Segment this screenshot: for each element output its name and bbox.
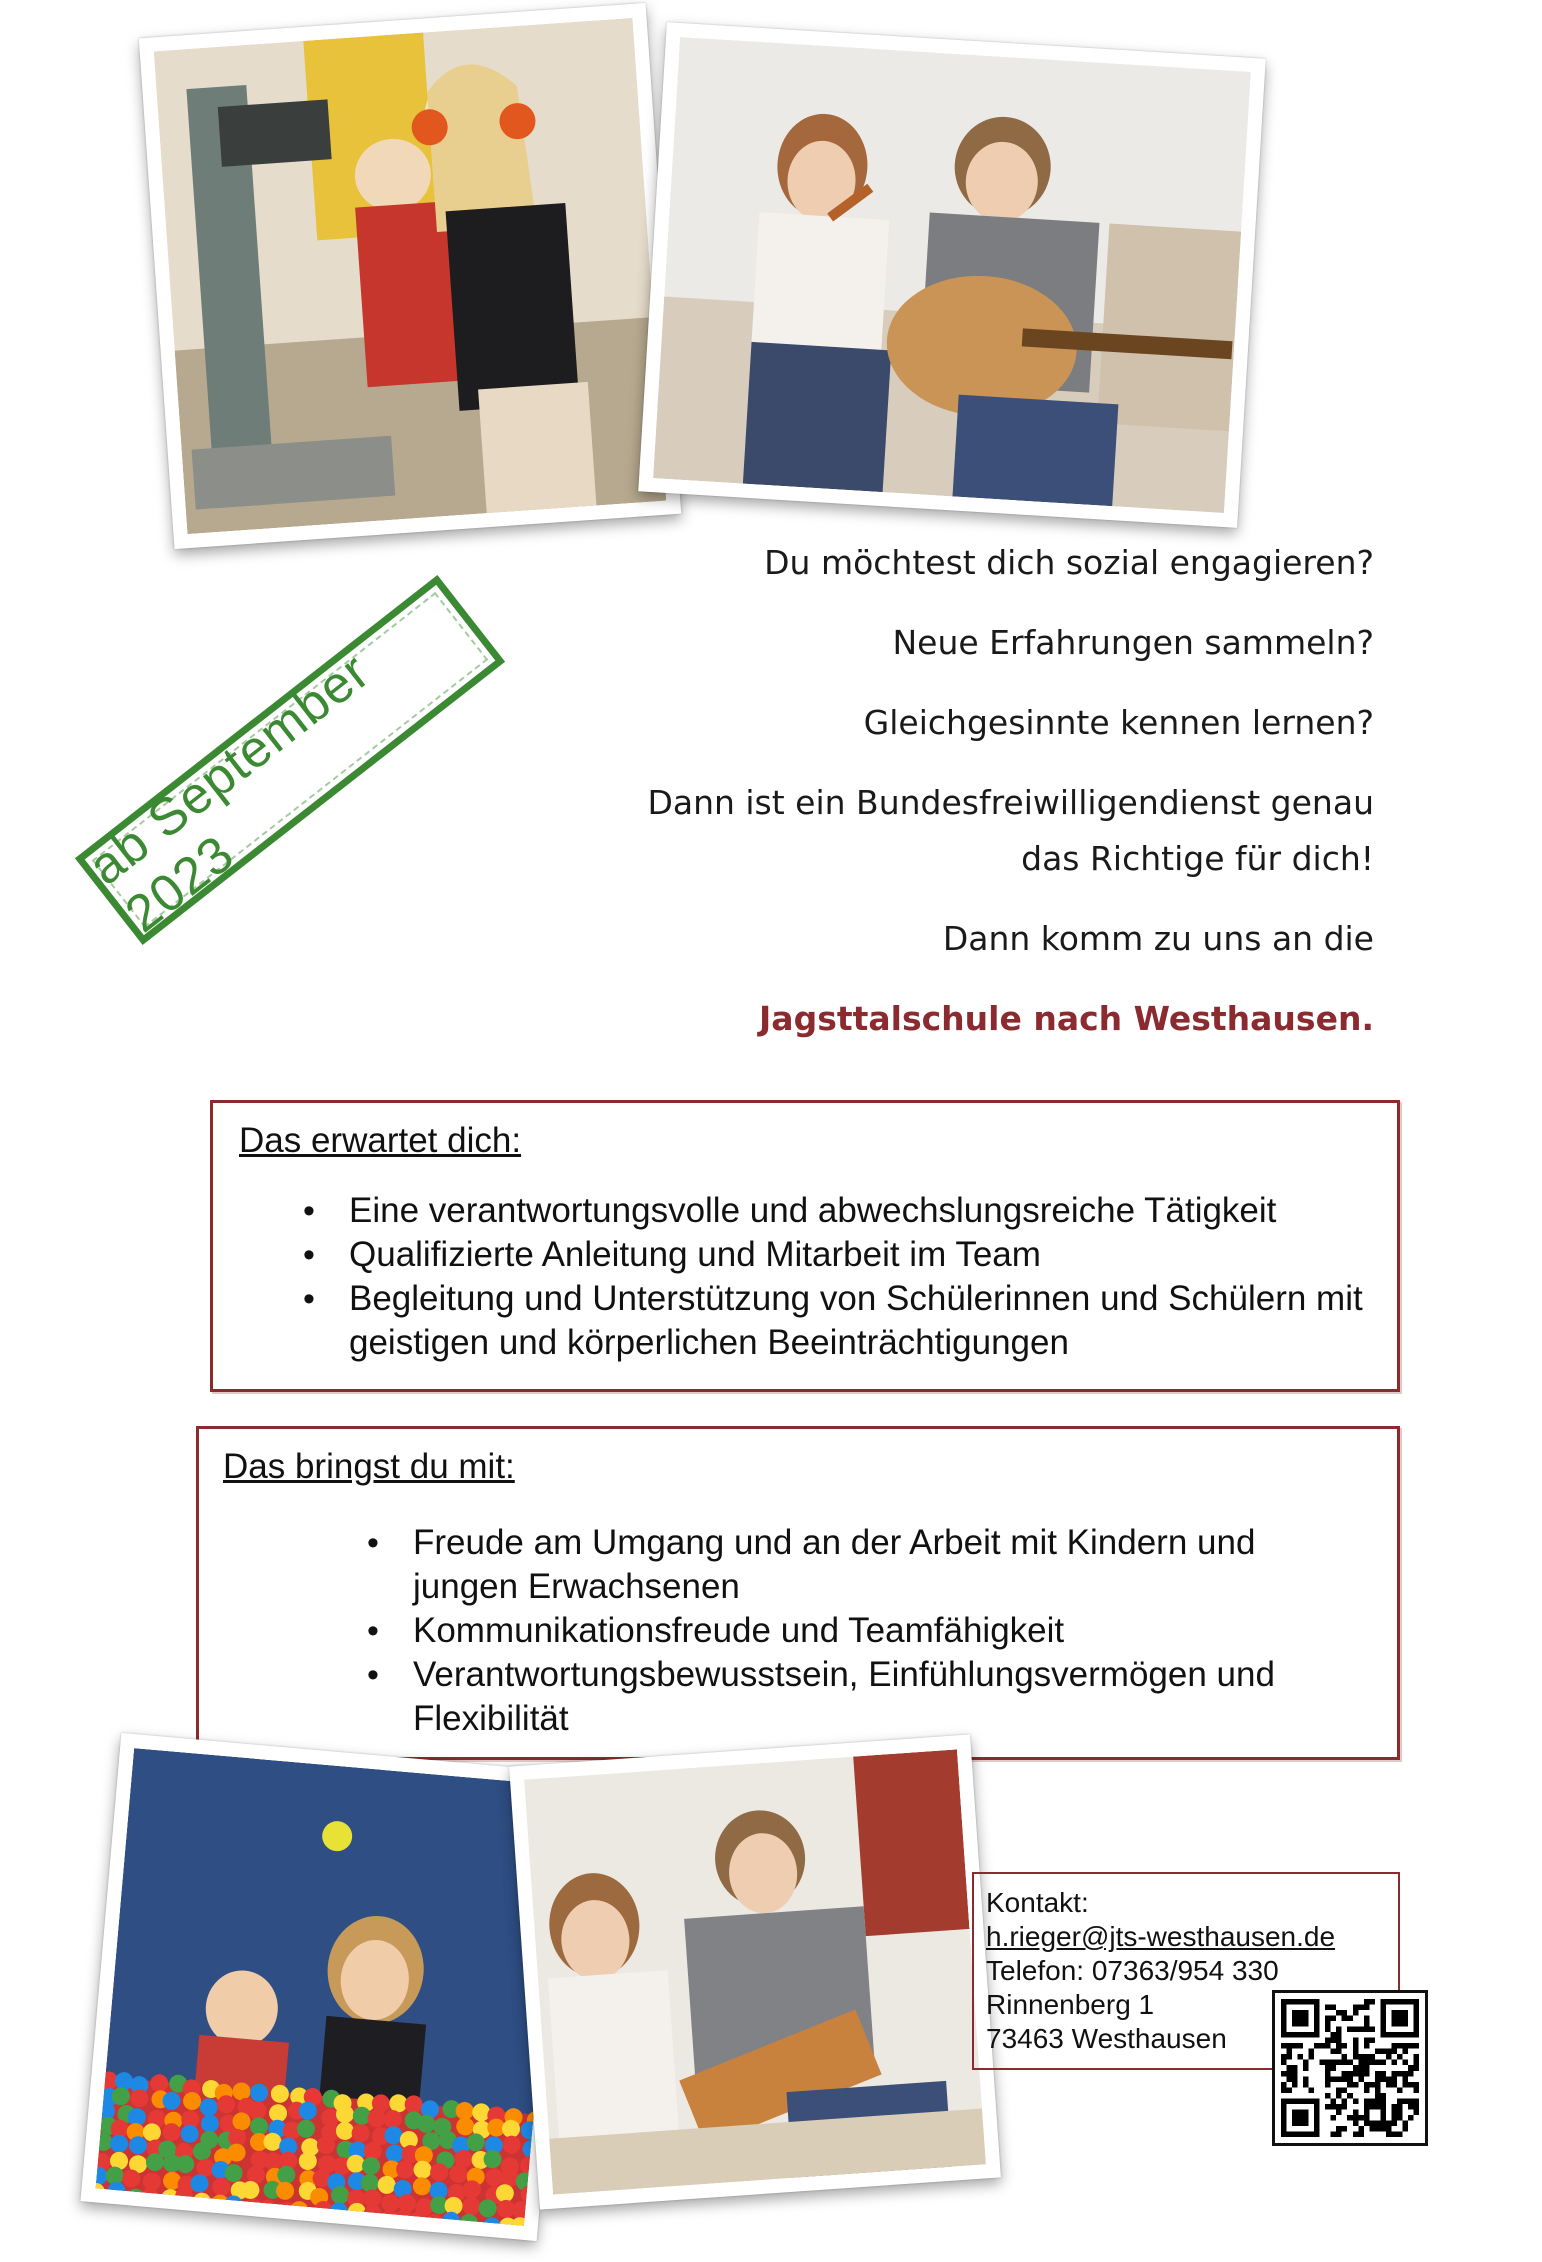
expect-box	[210, 1100, 1400, 1392]
photo-reading-book-image	[524, 1749, 986, 2194]
qr-code-icon	[1281, 1999, 1419, 2137]
photo-ball-pit	[80, 1733, 577, 2241]
school-period: .	[1361, 999, 1374, 1038]
intro-line-5: Dann komm zu uns an die	[942, 919, 1374, 958]
school-name: Jagsttalschule nach Westhausen	[759, 999, 1362, 1038]
photo-drill-press-image	[154, 18, 667, 534]
intro-line-3: Gleichgesinnte kennen lernen?	[863, 703, 1374, 742]
intro-line-4: Dann ist ein Bundesfreiwilligendienst genau das Richtige für dich!	[647, 783, 1374, 878]
list-item: • Qualifizierte Anleitung und Mitarbeit im Team	[349, 1233, 1369, 1277]
list-item: • Kommunikationsfreude und Teamfähigkeit	[413, 1609, 1349, 1653]
contact-label: Kontakt:	[986, 1887, 1089, 1918]
expect-list	[349, 1189, 1369, 1365]
list-item: • Eine verantwortungsvolle und abwechslungsreiche Tätigkeit	[349, 1189, 1369, 1233]
stamp-text: ab September 2023	[77, 642, 381, 944]
bring-heading: Das bringst du mit:	[223, 1447, 515, 1486]
intro-line-2: Neue Erfahrungen sammeln?	[892, 623, 1374, 662]
bring-box	[196, 1426, 1400, 1760]
photo-ball-pit-image	[96, 1748, 563, 2226]
intro-line-1: Du möchtest dich sozial engagieren?	[764, 543, 1374, 582]
list-item: • Begleitung und Unterstützung von Schülerinnen und Schülern mit geistigen und körperlichen Beeinträchtigungen	[349, 1277, 1369, 1365]
photo-music-guitar-flute	[638, 22, 1266, 528]
expect-heading: Das erwartet dich:	[239, 1121, 522, 1160]
contact-street: Rinnenberg 1	[986, 1989, 1155, 2020]
intro-text	[364, 535, 1374, 1071]
photo-drill-press	[139, 3, 681, 549]
contact-email-link[interactable]: h.rieger@jts-westhausen.de	[986, 1921, 1336, 1952]
intro-school-line	[364, 991, 1374, 1047]
list-item: • Verantwortungsbewusstsein, Einfühlungsvermögen und Flexibilität	[413, 1653, 1349, 1741]
photo-reading-book	[509, 1734, 1001, 2209]
photo-music-guitar-flute-image	[653, 37, 1251, 513]
list-item: • Freude am Umgang und an der Arbeit mit Kindern und jungen Erwachsenen	[413, 1521, 1349, 1609]
qr-code[interactable]	[1272, 1990, 1428, 2146]
contact-city: 73463 Westhausen	[986, 2023, 1227, 2054]
contact-phone: Telefon: 07363/954 330	[986, 1955, 1279, 1986]
bring-list	[413, 1521, 1349, 1741]
